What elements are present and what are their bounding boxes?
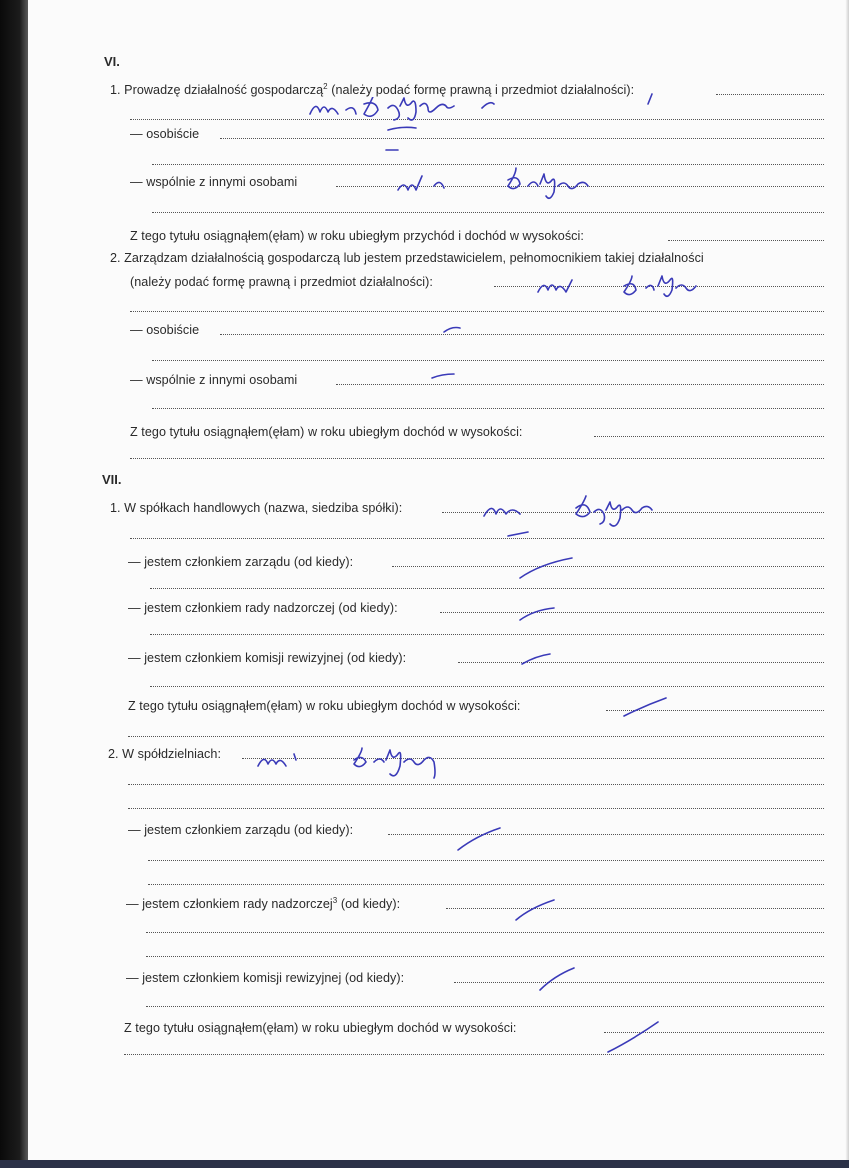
scan-bottom-edge — [0, 1160, 849, 1168]
vii-q1-label: 1. W spółkach handlowych (nazwa, siedziba spółki): — [110, 501, 403, 515]
vi-q2-jointly-label: — wspólnie z innymi osobami — [130, 373, 298, 387]
vi-q2-income-label: Z tego tytułu osiągnąłem(ęłam) w roku ubiegłym dochód w wysokości: — [130, 425, 523, 439]
vii-q2-board-label: — jestem członkiem zarządu (od kiedy): — [128, 823, 354, 837]
vi-q2-label-line2: (należy podać formę prawną i przedmiot działalności): — [130, 275, 433, 289]
vii-q1-audit-label: — jestem członkiem komisji rewizyjnej (od kiedy): — [128, 651, 407, 665]
form-page — [28, 0, 845, 1160]
vii-q2-label: 2. W spółdzielniach: — [108, 747, 221, 761]
section-vi-heading: VI. — [104, 54, 120, 69]
scan-left-edge — [0, 0, 28, 1168]
scan-right-edge — [845, 0, 849, 1168]
vi-q2-personally-label: — osobiście — [130, 323, 200, 337]
vii-q1-income-label: Z tego tytułu osiągnąłem(ęłam) w roku ubiegłym dochód w wysokości: — [128, 699, 521, 713]
vi-q1-label: 1. Prowadzę działalność gospodarczą$^2$ (należy podać formę prawną i przedmiot działalności): — [110, 82, 635, 97]
vi-q2-label-line1: 2. Zarządzam działalnością gospodarczą lub jestem przedstawicielem, pełnomocnikiem takiej działalności — [110, 251, 704, 265]
handwriting-layer — [28, 0, 845, 1160]
vi-q1-income-label: Z tego tytułu osiągnąłem(ęłam) w roku ubiegłym przychód i dochód w wysokości: — [130, 229, 584, 243]
section-vii-heading: VII. — [102, 472, 122, 487]
vii-q1-board-label: — jestem członkiem zarządu (od kiedy): — [128, 555, 354, 569]
vi-q1-jointly-label: — wspólnie z innymi osobami — [130, 175, 298, 189]
vii-q2-supervisory-label: — jestem członkiem rady nadzorczej$^3$ (od kiedy): — [126, 896, 401, 911]
vii-q2-income-label: Z tego tytułu osiągnąłem(ęłam) w roku ubiegłym dochód w wysokości: — [124, 1021, 517, 1035]
vi-q1-personally-label: — osobiście — [130, 127, 200, 141]
vii-q1-supervisory-label: — jestem członkiem rady nadzorczej (od kiedy): — [128, 601, 398, 615]
vii-q2-audit-label: — jestem członkiem komisji rewizyjnej (od kiedy): — [126, 971, 405, 985]
